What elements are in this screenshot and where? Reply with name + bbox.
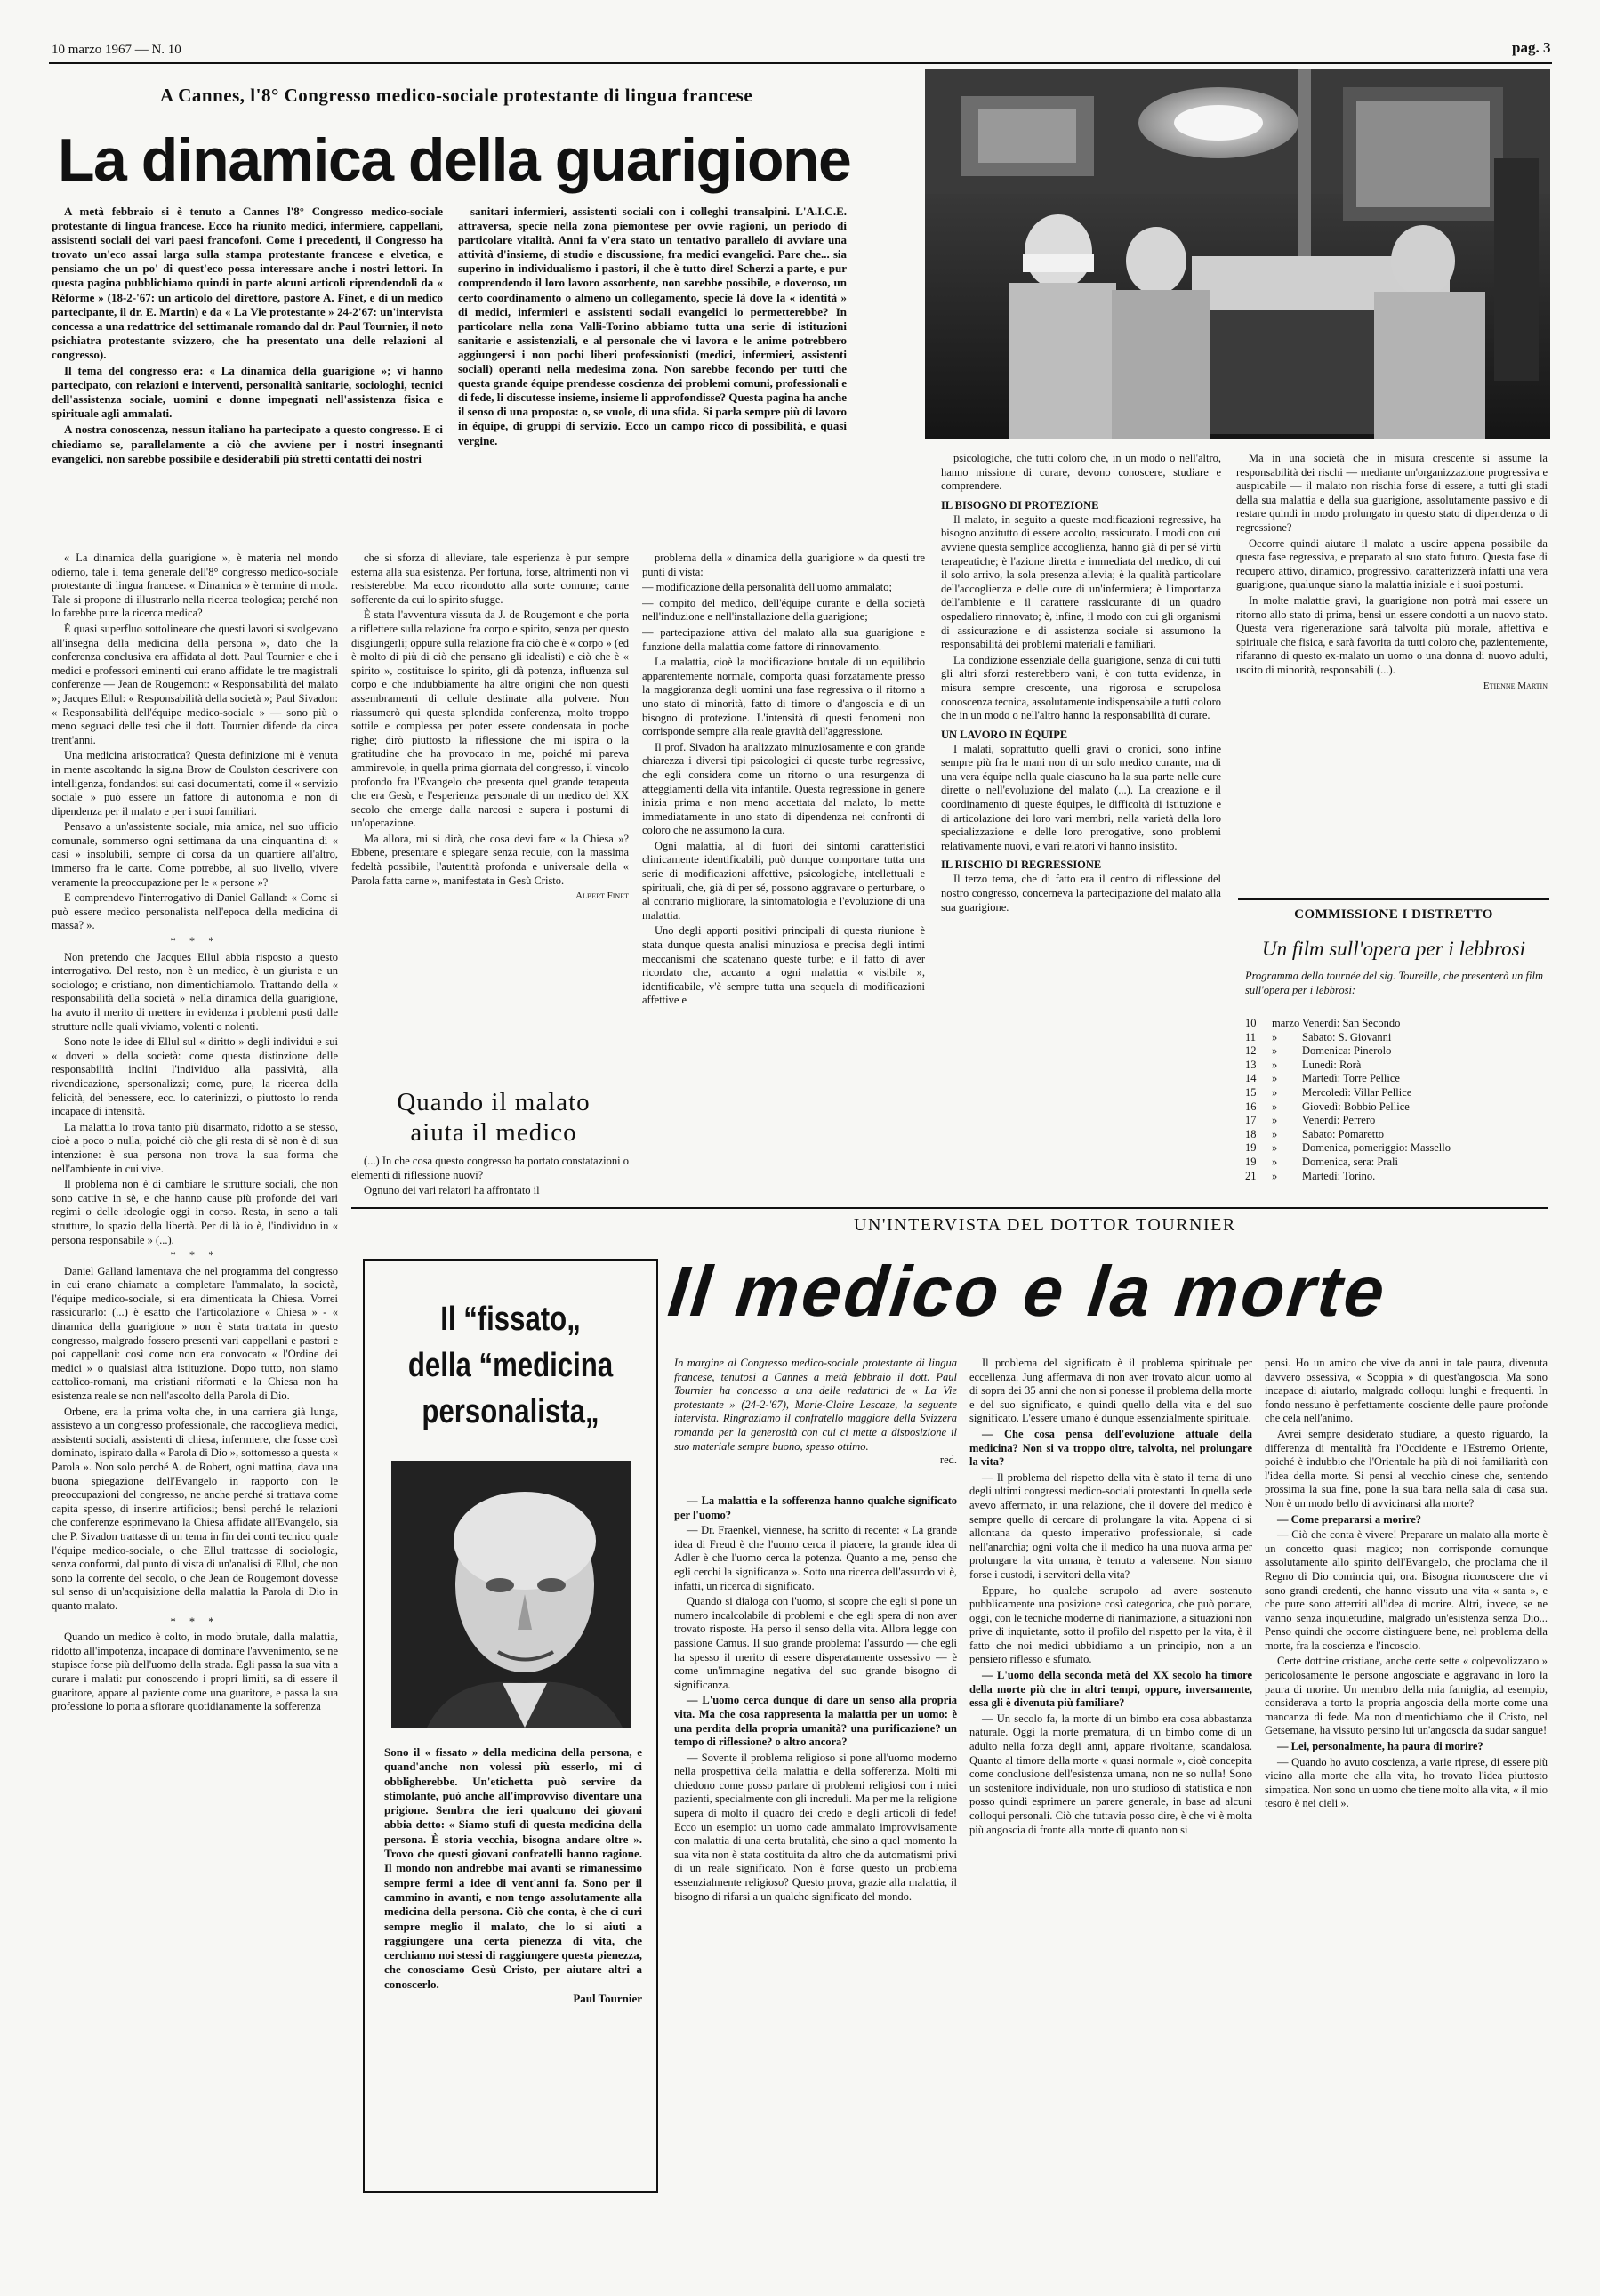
- schedule-row: 19 » Domenica, sera: Prali: [1245, 1155, 1398, 1168]
- finet-column-2: che si sforza di alleviare, tale esperienza è pur sempre esterna alla sua esistenza. Per fortuna, forse, altrimenti non vi resisterebbe. Ma ecco ricondotto alla sorte comune; carne sofferente da cui lo spirito sfugge. È stata l'avventura vissuta da J. de Rougemont e che porta a riflettere sulla relazione fra corpo e spirito, senza per questo disgiungerli; oppure sulla relazione fra ciò che è « corpo » (ed è molto di più di ciò che pensano gli idealisti) e ciò che è « spirito », costituisce lo spirito, gli dà potenza, influenza sul corpo e che indubbiamente ha altre origini che non questi assembramenti di cellule destinate alla polvere. Non riassumerò qui questa splendida conferenza, molto troppo sottile e complessa per poter essere condensata in poche righe; dirò piuttosto la riflessione che mi ispira o la gratitudine che ha provocato in me, poiché mi pareva ammirevole, in quella prima giornata del congresso, il vincolo profondo fra l'Evangelo che presenta quel grande terapeuta che era Gesù, e l'esperienza personale di un medico del XX secolo che emerge dalla narcosi e supera i postumi di un'operazione. Ma allora, mi si dirà, che cosa devi fare « la Chiesa »? Ebbene, presentare e spiegare senza requie, con la massima fedeltà possibile, l'autentità profonda e universale della « Parola fatta carne », manifestata in Gesù Cristo. Albert Finet: [351, 552, 629, 1072]
- tournier-portrait: [391, 1461, 631, 1728]
- finet-signature: Albert Finet: [575, 890, 629, 902]
- top-intro-right: sanitari infermieri, assistenti sociali con i colleghi transalpini. L'A.I.C.E. attraversa, specie nella zona piemontese per ovvie ragioni, un periodo di particolare vitalità. Anni fa v'era stato un tentativo parallelo di avviare una attività d'insieme, di studio e discussione, fra medici evangelici. Pare che... sia superino in individualismo i pastori, il che è tutto dire! Scherzi a parte, e pur comprendendo il loro lavoro assorbente, non sarebbe possibile, e doveroso, un certo coordinamento o almeno un collegamento, specie là dove la « identità » di medici, infermieri e assistenti sociali evangelici lo permetterebbe? In particolare nella zona Valli-Torino abbiamo tutta una serie di istituzioni sanitarie e assistenziali, e al personale che vi lavora e le anime potrebbero aggiungersi i non pochi liberi professionisti (medici, infermieri, assistenti sociali) operanti nella medesima zona. Non sarebbe fecondo per tutti che questa grande équipe prendesse coscienza dei problemi comuni, professionali e di fede, li discutesse insieme, insieme li approfondisse? Questa pagina ha anche il senso di una proposta: o, se vuole, di una sfida. Si parla sempre più di lavoro in équipe, di gruppi di servizio. Ecco un campo ricco di possibilità, e quasi vergine.: [458, 205, 847, 447]
- quando-title: Quando il malato aiuta il medico: [397, 1088, 591, 1147]
- schedule-row: 10 marzo Venerdì: San Secondo: [1245, 1017, 1401, 1029]
- commissione-schedule: [1245, 1017, 1548, 1183]
- intervista-intro: In margine al Congresso medico-sociale protestante di lingua francese, tenutosi a Cannes a metà febbraio il dott. Paul Tournier ha concesso a una delle redattrici de « La Vie protestante » (24-2-'67), Marie-Claire Lescaze, la seguente intervista. Ringraziamo il confratello maggiore della Svizzera romanda per la generosità con cui ci mette a disposizione il suo materiale sempre buono, spesso ottimo. red.: [674, 1357, 957, 1467]
- fissato-box: [363, 1259, 658, 2193]
- operating-room-photo: [925, 69, 1550, 439]
- operating-room-illustration: [925, 69, 1550, 439]
- commissione-header: COMMISSIONE I DISTRETTO: [1294, 907, 1493, 922]
- schedule-row: 16 » Giovedì: Bobbio Pellice: [1245, 1100, 1410, 1113]
- commissione-title: Un film sull'opera per i lebbrosi: [1261, 938, 1526, 960]
- portrait-illustration: [391, 1461, 631, 1728]
- intervista-column-3: pensi. Ho un amico che vive da anni in tale paura, divenuta davvero ossessiva, « Scoppia » di quest'angoscia. Ma sono incapace di aiutarlo, malgrado colloqui lunghi e frequenti. In fondo nessuno è perfettamente cosciente delle paure profonde che cela nell'animo. Avrei sempre desiderato studiare, a questo riguardo, la differenza di mentalità fra l'Occidente e l'Estremo Oriente, poiché è indubbio che l'Orientale ha più di noi familiarità con l'idea della morte. Si pensi al vecchio cinese che, sentendo prossima la sua fine, pone la sua bara nella sala di casa sua. Non è un modo bello di avvicinarsi alla morte? — Come prepararsi a morire? — Ciò che conta è vivere! Preparare un malato alla morte è un concetto quasi magico; non corrisponde comunque assolutamente allo spirito dell'Evangelo, che proclama che il Regno di Dio comincia qui, ora. Bisogna riconoscere che vi sono grandi credenti, che hanno vissuto una vita « santa », e che pure sono atterriti all'idea di morire. Altri, invece, se ne vanno senza inquietudine, malgrado un'esistenza senza Dio... Penso quindi che occorre distinguere bene, nel problema della morte, fra la coscienza e l'incoscio. Certe dottrine cristiane, anche certe sette « colpevolizzano » pericolosamente le persone angosciate e aggravano in loro la paura di morire. Un membro della mia famiglia, ad esempio, considerava a torto la propria angoscia della morte come una mancanza di fede. Ma non dimentichiamo che il Cristo, nel Getsemane, ha vissuto persino lui un'angoscia da sudar sangue! — Lei, personalmente, ha paura di morire? — Quando ho avuto coscienza, a varie riprese, di essere più vicino alla morte che alla vita, ho trovato l'idea piuttosto simpatica. Non sono un uomo che tiene molto alla vita, « il mio tesoro è nei cieli ».: [1265, 1357, 1548, 1810]
- schedule-row: 13 » Lunedì: Rorà: [1245, 1058, 1362, 1071]
- finet-column-4: psicologiche, che tutti coloro che, in un modo o nell'altro, hanno missione di curare, devono conoscere, studiare e comprendere. IL BISOGNO DI PROTEZIONE Il malato, in seguito a queste modificazioni regressive, ha bisogno anzitutto di essere accolto, rassicurato. I modi con cui avviene questa semplice accoglienza, hanno già di per sé virtù terapeutiche; è l'azione diretta e immediata del medico, di cui il solo arrivo, la sola presenza allevia; è la qualità particolare dell'accoglienza e delle cure di un'infermiera; è l'importanza dell'ambiente e il carattere rassicurante di un quadro ospedaliero rinnovato; è, infine, il modo con cui gli organismi di assicurazione e di assistenza sociale si assumono la responsabilità dei problemi materiali e familiari. La condizione essenziale della guarigione, senza di cui tutti gli altri sforzi resterebbero vani, è con tutta evidenza, in misura sempre crescente, una rigorosa e scrupolosa conoscenza tecnica, assolutamente indispensabile a tutti coloro che in un modo o nell'altro hanno la responsabilità di curare. UN LAVORO IN ÉQUIPE I malati, soprattutto quelli gravi o cronici, sono infine sempre più fra le mani non di un solo medico curante, ma di una vera équipe nella quale ciascuno ha la sua parte nelle cure dirette o nell'evoluzione del malato (...). La creazione e il coordinamento di queste équipes, le difficoltà di istituzione e di articolazione dei loro vari membri, nella varietà della loro specializzazione e delle loro prerogative, sono problemi relativamente nuovi, e vari relatori vi hanno insistito. IL RISCHIO DI REGRESSIONE Il terzo tema, che di fatto era il centro di riflessione del nostro congresso, concerneva la partecipazione del malato alla sua guarigione.: [941, 452, 1221, 914]
- schedule-row: 17 » Venerdì: Perrero: [1245, 1114, 1376, 1127]
- subhead-regressione: IL RISCHIO DI REGRESSIONE: [941, 858, 1102, 872]
- section-rule: [351, 1207, 1548, 1209]
- intervista-column-1: — La malattia e la sofferenza hanno qualche significato per l'uomo? — Dr. Fraenkel, viennese, ha scritto di recente: « La grande idea di Freud è che l'uomo cerca il piacere, la grande idea di Adler è che l'uomo cerca la potenza. Quanto a me, penso che egli cerchi la significanza ». Sotto una ricerca dell'assurdo vi è, infatti, un ricerca di significato. Quando si dialoga con l'uomo, si scopre che egli si pone un numero incalcolabile di problemi e che egli spera di non aver trovato risposte. Ha perso il senso della vita. Allora legge con passione Camus. Il suo grande problema: l'assurdo — che egli ha spesso il merito di essere disperatamente ossessivo — è come un'immagine negativa del suo grande bisogno di significanza. — L'uomo cerca dunque di dare un senso alla propria vita. Ma che cosa rappresenta la malattia per un uomo: è una perdita della propria umanità? una purificazione? un tempo di riflessione? o altro ancora? — Sovente il problema religioso si pone all'uomo moderno nella prospettiva della malattia e della sofferenza. Molti mi chiedono come posso parlare di problemi religiosi con i miei pazienti, specialmente con gli increduli. Ma per me la religione supera di molto il quadro dei credo e degli articoli di fede! Ecco un esempio: un uomo cade ammalato improvvisamente con malattia di una certa brutalità, che sino a quel momento la sua vita non è stata costituita da altro che da automatismi privi di un reale significato. Non è forse questo un problema essenzialmente religioso? Questo prova, grazie alla malattia, il bisogno di rifarsi a un qualche significato del mondo.: [674, 1494, 957, 1903]
- quando-text: (...) In che cosa questo congresso ha portato constatazioni o elementi di riflessione nuovi? Ognuno dei vari relatori ha affrontato il: [351, 1155, 629, 1197]
- finet-column-1: « La dinamica della guarigione », è materia nel mondo odierno, tale il tema generale dell'8° congresso medico-sociale protestante di lingua francese. « Dinamica » è termine di moda. Tale si propone di illustrarlo nella ricerca teologica; perché non lo farebbe pure la ricerca medica? È quasi superfluo sottolineare che questi lavori si svolgevano all'insegna della medicina della persona », dato che la conferenza conclusiva era affidata al dott. Paul Tournier e che i medici e professori eminenti cui erano affidate le tre magistrali conferenze — Jean de Rougemont: « Responsabilità del malato »; Jacques Ellul: « Responsabilità della società »; Paul Sivadon: « Responsabilità dell'équipe medico-sociale » — sono più o meno seguaci delle tesi che il dott. Tournier difende da circa trent'anni. Una medicina aristocratica? Questa definizione mi è venuta in mente ascoltando la sig.na Brow de Coulston descrivere con intelligenza, fondandosi sui casi documentati, come il « servizio sociale » può essere un fattore di autonomia e non di dipendenza per il malato e per i suoi familiari. Pensavo a un'assistente sociale, mia amica, nel suo ufficio comunale, sommerso ogni settimana da una cinquantina di « casi » insolubili, sempre di corsa da un quartiere all'altro, immerso fra le carte. Come potrebbe, al suo livello, vivere veramente la preoccupazione per le « persone »? E comprendevo l'interrogativo di Daniel Galland: « Come si può essere medico personalista nell'epoca della medicina di massa? ». * * * Non pretendo che Jacques Ellul abbia risposto a questo interrogativo. Del resto, non è un medico, è un giurista e un sociologo; e cristiano, non dimentichiamolo. Trattando della « responsabilità della società » nella dinamica della guarigione, ha avuto il merito di mettere in evidenza i problemi posti dalle strutture nelle quali viviamo, volenti o nolenti. Sono note le idee di Ellul sul « diritto » degli individui e sui « doveri » della società: come questa distinzione delle responsabilità inclini l'individuo alla passività, alla rivendicazione, spersonalizzi; come, pure, la ricerca della felicità, del benessere, ecc. lo caterinizzi, o piuttosto lo renda incapace di intensità. La malattia lo trova tanto più disarmato, ridotto a se stesso, cioè a poco o nulla, poiché ciò che gli resta di sè non è di sua intenzione: è sua persona non trova la sua forma che nell'ambiente in cui vive. Il problema non è di cambiare le strutture sociali, che non sono cattive in sè, e che hanno cause più profonde dei vari regimi o delle ideologie oggi in corso. Resta, in seno a tali strutture, lo spazio della libertà. Per di là io è, l'individuo in « persona responsabile » (...). * * * Daniel Galland lamentava che nel programma del congresso in cui erano chiamate a completare l'ammalato, la società, l'équipe medico-sociale, si era dimenticata la Chiesa. Vorrei rassicurarlo: (...) è esatto che l'articolazione « Chiesa » - « dinamica della guarigione » non è stata trattata in questo congresso, malgrado fossero presenti vari cappellani e pastori e poi cappellani: così come non era convocato « l'Ordine dei medici » o qualsiasi altra istituzione. Dopo tutto, non siamo cattolico-romani, ma cristiani riformati e la Chiesa non ha esistenza reale se non nell'ascolto della Parola di Dio. Orbene, era la prima volta che, in una carriera già lunga, assistevo a un congresso professionale, che raccoglieva medici, assistenti sociali, assistenti di chiesa, infermiere, che fosse così dominato, ispirato dalla « Parola di Dio », sottomesso a questa « Parola ». Non solo perché A. de Robert, ogni mattina, dava una buona spiegazione dell'Evangelo in rapporto con le preoccupazioni del congresso, ne anche perché si trattava come capita spesso, di inserire artificiosi; bensì perché le relazioni che conferenze esprimevano la Chiesa affidate all'Evangelo, sia che P. Sivadon trattasse di un tema in fin dei conti tecnico quale l'équipe medico-sociale, o che Ellul trattasse di sociologia, senza conformi, dal punto di vista di un'analisi di Ellul, che non sono la corrente del secolo, o che Jean de Rougemont dovesse sul senso di un'acquisizione della malattia la Parola di Dio in quanto malato. * * * Quando un medico è colto, in modo brutale, dalla malattia, ridotto all'impotenza, incapace di dominare l'avvenimento, se ne stupisce forse più dell'uomo della strada. Egli passa la sua vita a curare i malati: pur conoscendo i propri limiti, sa di essere il guaritore, appare al paziente come una guaritore, e passa la sua professione lo porta a sfiorare quotidianamente la sofferenza: [52, 552, 338, 1713]
- commissione-subtitle: Programma della tournée del sig. Toureille, che presenterà un film sull'opera per i lebbrosi:: [1245, 970, 1543, 996]
- finet-column-3: problema della « dinamica della guarigione » da questi tre punti di vista: — modificazione della personalità dell'uomo ammalato; — compito del medico, dell'équipe curante e della società nell'induzione e nell'installazione della guarigione; — partecipazione attiva del malato alla sua guarigione e funzione della malattia come fattore di rinnovamento. La malattia, cioè la modificazione brutale di un equilibrio apparentemente normale, comporta quasi forzatamente presso la maggioranza degli uomini una fase regressiva o il ritorno a uno stato di minorità, fatto di timore o d'angoscia e di un bisogno di protezione. L'intensità di questi fenomeni non corrisponde sempre alla reale gravità dell'aggressione. Il prof. Sivadon ha analizzato minuziosamente e con grande chiarezza i diversi tipi psicologici di queste turbe regressive, che egli considera come un ritorno o una resurgenza di atteggiamenti della vita infantile. Questa regressione in genere inizia prima e non meno accettata dal malato, lo mette immediatamente in uno stato di dipendenza nei confronti di coloro che ne assumono la cura. Ogni malattia, al di fuori dei sintomi caratteristici clinicamente identificabili, può dunque comportare tutta una serie di modificazioni affettive, psicologiche, intellettuali e spirituali, che, già di per sé, possono aggravare o perturbare, o al contrario migliorare, la sintomatologia e l'evoluzione di una malattia. Uno degli apporti positivi principali di questa riunione è stata dunque questa analisi minuziosa e precisa degli intimi meccanismi che scatenano queste turbe; e il fatto di aver ricordato che, accanto a ogni malattia « visibile », identificabile, v'è sempre tutta una sequela di modificazioni affettive e: [642, 552, 925, 1007]
- commissione-top-rule: [1238, 898, 1549, 900]
- fissato-title: Il “fissato„ della “medicina personalista„: [407, 1301, 614, 1430]
- schedule-row: 11 » Sabato: S. Giovanni: [1245, 1030, 1392, 1043]
- issue-date: 10 marzo 1967 — N. 10: [52, 43, 181, 57]
- top-title: La dinamica della guarigione: [58, 126, 851, 194]
- intervista-column-2: Il problema del significato è il problema spirituale per eccellenza. Jung affermava di non aver trovato alcun uomo al di sopra dei 35 anni che non si ponesse il problema della morte e del suo significato, e quindi quello della vita e del suo significato. L'essere umano è dunque essenzialmente spirituale. — Che cosa pensa dell'evoluzione attuale della medicina? Non si va troppo oltre, talvolta, nel prolungare la vita? — Il problema del rispetto della vita è stato il tema di uno degli ultimi congressi medico-sociali protestanti. In quella sede avevo affermato, in una relazione, che il dovere del medico è sempre quello di cercare di prolungare la vita. Appena ci si allontana da questo imperativo professionale, si cade nell'anarchia; ogni volta che il medico ha una nuova arma per prolungare la vita umana, è tenuto a valersene. Non siamo forse i custodi, i servitori della vita? Eppure, ho qualche scrupolo ad avere sostenuto pubblicamente una posizione così categorica, che può portare, oggi, con le tecniche moderne di rianimazione, a situazioni non prive di inquietante, sotto il profilo del rispetto per la vita, è il fatto che noi medici ubbidiamo a un principio, non a un pensiero riflesso e sfumato. — L'uomo della seconda metà del XX secolo ha timore della morte più che in altri tempi, oppure, inversamente, essa gli è divenuta più familiare? — Un secolo fa, la morte di un bimbo era cosa abbastanza naturale. Oggi la morte prematura, di un bimbo come di un adulto nella forza degli anni, appare rivoltante, scandalosa. Quanto al timore della morte « quasi normale », cioè concepita come conclusione dell'esistenza umana, non ne so nulla! Sono un sostenitore individuale, non uno studioso di statistica e non posso quindi esprimere un parere generale, in base ad alcuni colloqui personali. Ciò che tuttavia posso dire, è che vi è molta più angoscia di fronte alla morte di quanto non si: [969, 1357, 1252, 1836]
- schedule-row: 14 » Martedì: Torre Pellice: [1245, 1072, 1400, 1085]
- page-number: pag. 3: [1512, 39, 1551, 56]
- schedule-row: 15 » Mercoledì: Villar Pellice: [1245, 1085, 1412, 1099]
- schedule-row: 19 » Domenica, pomeriggio: Massello: [1245, 1141, 1451, 1155]
- finet-column-5: Ma in una società che in misura crescente si assume la responsabilità dei rischi — mediante un'organizzazione progressiva e auspicabile — il malato non rischia forse di essere, a tutti gli stadi della sua malattia e della sua guarigione, assolutamente passivo e di restare quindi in modo prolungato in questo stato di dipendenza o di regressione? Occorre quindi aiutare il malato a uscire appena possibile da questa fase regressiva, e preparato al suo stato futuro. Questa fase di recupero attivo, dinamico, progressivo, caratterizzerà infatti una vera guarigione, qualunque siano la malattia iniziale e i suoi postumi. In molte malattie gravi, la guarigione non potrà mai essere un ritorno allo stato di prima, bensì un essere condotti a un nuovo stato. Questa vera rigenerazione sarà talvolta più morale, affettiva e spirituale che fisica, e sarà favorita da tutti coloro che, pazientemente, rifaranno di questo ex-malato un uomo o una donna di nuovo adulti, uscito di minorità, responsabili (...). Etienne Martin: [1236, 452, 1548, 906]
- subhead-protezione: IL BISOGNO DI PROTEZIONE: [941, 498, 1099, 512]
- header-rule: [49, 62, 1552, 64]
- martin-signature: Etienne Martin: [1483, 680, 1548, 691]
- intervista-title: Il medico e la morte: [664, 1252, 1391, 1331]
- top-intro-left: A metà febbraio si è tenuto a Cannes l'8° Congresso medico-sociale protestante di lingua francese. Ecco ha riunito medici, infermiere, cappellani, assistenti sociali dei vari paesi francofoni. Come i precedenti, il Congresso ha trovato un'eco assai larga sulla stampa protestante francese e elvetica, e pensiamo che un po' di quest'eco possa interessare anche i nostri lettori. In questa pagina pubblichiamo quindi in parte alcuni articoli riprendendoli da « Réforme » (18-2-'67: un articolo del direttore, pastore A. Finet, e di un medico partecipante, il dr. E. Martin) e da « La Vie protestante » 24-2'67: un'intervista concessa a una redattrice del settimanale romando dal dr. Paul Tournier, il noto psichiatra protestante svizzero, che ha presentato una delle relazioni al congresso). Il tema del congresso era: « La dinamica della guarigione »; vi hanno partecipato, con relazioni e interventi, personalità sanitarie, sociologhi, tecnici dell'assistenza sociale, uomini e donne impegnati nell'assistenza fisica e spirituale agli ammalati. A nostra conoscenza, nessun italiano ha partecipato a questo congresso. E ci chiediamo se, parallelamente a ciò che avviene per i nostri insegnanti evangelici, non sarebbe possibile e desiderabili più stretti contatti dei nostri: [52, 205, 443, 465]
- fissato-signature: Paul Tournier: [573, 1992, 642, 2006]
- schedule-row: 12 » Domenica: Pinerolo: [1245, 1044, 1392, 1058]
- fissato-caption: Sono il « fissato » della medicina della persona, e quand'anche non volessi più esserlo, mi ci obbligherebbe. Un'etichetta può servire da stimolante, può anche all'improvviso diventare una prigione. Sembra che ieri qualcuno dei giovani abbia detto: « Siamo stufi di questa medicina della persona. È storia vecchia, bisogna andare oltre ». Trovo che questi giovani confratelli hanno ragione. Il mondo non andrebbe mai avanti se rimanessimo sempre fermi a idee di vent'anni fa. Sono per il cammino in avanti, e non tengo assolutamente alla medicina della persona. Ciò che conta, è che ci curi sempre meglio il malato, che lo si aiuti a raggiungere una certa pienezza di vita, che cerchiamo noi stessi di raggiungere questa pienezza, che conosciamo Gesù Cristo, per aiutare altri a conoscerlo. Paul Tournier: [384, 1745, 642, 2006]
- top-kicker: A Cannes, l'8° Congresso medico-sociale protestante di lingua francese: [160, 85, 753, 106]
- intro-signature: red.: [939, 1454, 957, 1467]
- intervista-kicker: UN'INTERVISTA DEL DOTTOR TOURNIER: [854, 1215, 1236, 1235]
- schedule-row: 18 » Sabato: Pomaretto: [1245, 1127, 1384, 1140]
- subhead-equipe: UN LAVORO IN ÉQUIPE: [941, 728, 1068, 741]
- schedule-row: 21 » Martedì: Torino.: [1245, 1169, 1376, 1182]
